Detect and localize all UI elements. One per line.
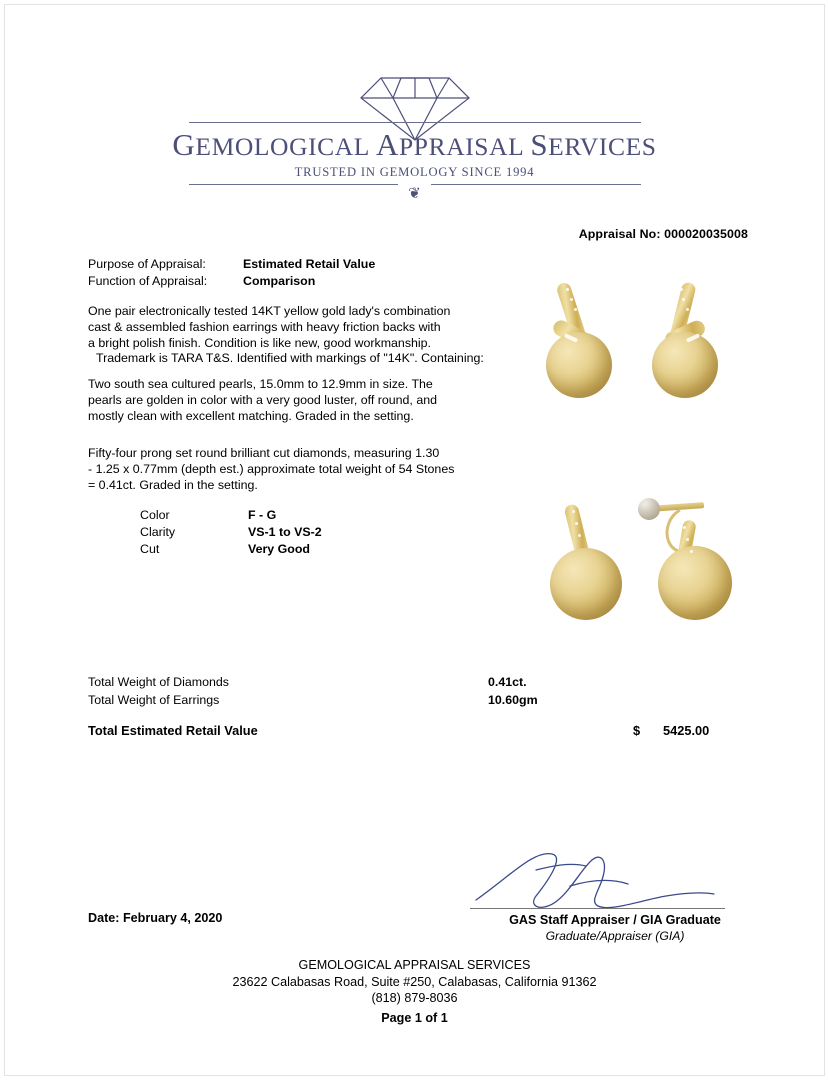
flourish-ornament-icon: ❦ [398, 184, 431, 204]
table-row [140, 541, 322, 558]
footer-phone: (818) 879-8036 [371, 991, 458, 1005]
grading-value-color: F - G [248, 508, 277, 522]
grading-value-clarity: VS-1 to VS-2 [248, 525, 322, 539]
description-paragraph-pearls [88, 377, 508, 424]
earrings-photo-side [540, 490, 755, 635]
appraisal-number: Appraisal No: 000020035008 [578, 227, 748, 241]
diamond-sparkle-icon [574, 308, 577, 311]
diamond-sparkle-icon [575, 522, 578, 525]
signer-subtitle: Graduate/Appraiser (GIA) [545, 929, 685, 943]
table-row [88, 673, 748, 691]
diamond-sparkle-icon [690, 550, 693, 553]
header-rule-top [189, 122, 641, 123]
letterhead [0, 72, 829, 204]
grand-total-currency: $ [633, 723, 641, 738]
grading-label-clarity: Clarity [140, 525, 176, 539]
grand-total-row [88, 723, 748, 738]
p3-line-3: = 0.41ct. Graded in the setting. [88, 477, 258, 492]
function-value: Comparison [243, 274, 316, 288]
description-paragraph-metal [88, 304, 508, 367]
total-earrings-label: Total Weight of Earrings [88, 693, 220, 707]
diamond-sparkle-icon [566, 288, 569, 291]
grading-table [140, 507, 322, 558]
diamond-sparkle-icon [572, 510, 575, 513]
totals-block [88, 673, 748, 709]
signature-line [470, 908, 725, 909]
diamond-sparkle-icon [686, 538, 689, 541]
p3-line-1: Fifty-four prong set round brilliant cut diamonds, measuring 1.30 [88, 446, 440, 460]
earring-right-pearl [652, 332, 718, 398]
total-earrings-value: 10.60gm [488, 693, 538, 707]
meta-row-purpose [88, 256, 375, 273]
earring-side-right-pearl [658, 546, 732, 620]
p2-line-2: pearls are golden in color with a very good luster, off round, and [88, 392, 437, 407]
appraisal-date: Date: February 4, 2020 [88, 911, 223, 925]
footer-company: GEMOLOGICAL APPRAISAL SERVICES [298, 958, 531, 972]
p3-line-2: - 1.25 x 0.77mm (depth est.) approximate total weight of 54 Stones [88, 461, 455, 476]
brand-name: GEMOLOGICAL APPRAISAL SERVICES [172, 127, 657, 162]
earring-side-left-pearl [550, 548, 622, 620]
earrings-photo-front [540, 276, 740, 406]
grand-total-amount: 5425.00 [663, 723, 710, 738]
diamond-sparkle-icon [570, 298, 573, 301]
table-row [88, 691, 748, 709]
grading-label-cut: Cut [140, 542, 160, 556]
p2-line-3: mostly clean with excellent matching. Graded in the setting. [88, 408, 414, 423]
total-diamonds-label: Total Weight of Diamonds [88, 675, 229, 689]
p1-line-1: One pair electronically tested 14KT yellow gold lady's combination [88, 304, 451, 318]
p1-line-3: a bright polish finish. Condition is like new, good workmanship. [88, 335, 431, 350]
p2-line-1: Two south sea cultured pearls, 15.0mm to 12.9mm in size. The [88, 377, 433, 391]
signer-title: GAS Staff Appraiser / GIA Graduate [509, 913, 721, 927]
earring-friction-back [638, 498, 660, 520]
diamond-sparkle-icon [578, 534, 581, 537]
footer-address: 23622 Calabasas Road, Suite #250, Calabasas, California 91362 [232, 974, 597, 989]
appraisal-meta-block [88, 256, 375, 290]
brand-tagline: TRUSTED IN GEMOLOGY SINCE 1994 [294, 165, 535, 179]
table-row [140, 524, 322, 541]
p1-line-2: cast & assembled fashion earrings with heavy friction backs with [88, 319, 441, 334]
purpose-value: Estimated Retail Value [243, 257, 376, 271]
diamond-sparkle-icon [682, 298, 685, 301]
earring-left-pearl [546, 332, 612, 398]
function-label: Function of Appraisal: [88, 274, 208, 288]
diamond-sparkle-icon [683, 526, 686, 529]
purpose-label: Purpose of Appraisal: [88, 257, 206, 271]
grading-label-color: Color [140, 508, 170, 522]
diamond-sparkle-icon [680, 288, 683, 291]
description-paragraph-diamonds [88, 446, 508, 493]
table-row [140, 507, 322, 524]
meta-row-function [88, 273, 375, 290]
diamond-sparkle-icon [686, 308, 689, 311]
grand-total-label: Total Estimated Retail Value [88, 723, 258, 738]
p1-line-4: Trademark is TARA T&S. Identified with markings of "14K". Containing: [96, 351, 484, 366]
document-footer [0, 957, 829, 1026]
total-diamonds-value: 0.41ct. [488, 675, 527, 689]
signature-mark [470, 840, 720, 918]
grading-value-cut: Very Good [248, 542, 310, 556]
footer-page-number: Page 1 of 1 [381, 1010, 448, 1025]
